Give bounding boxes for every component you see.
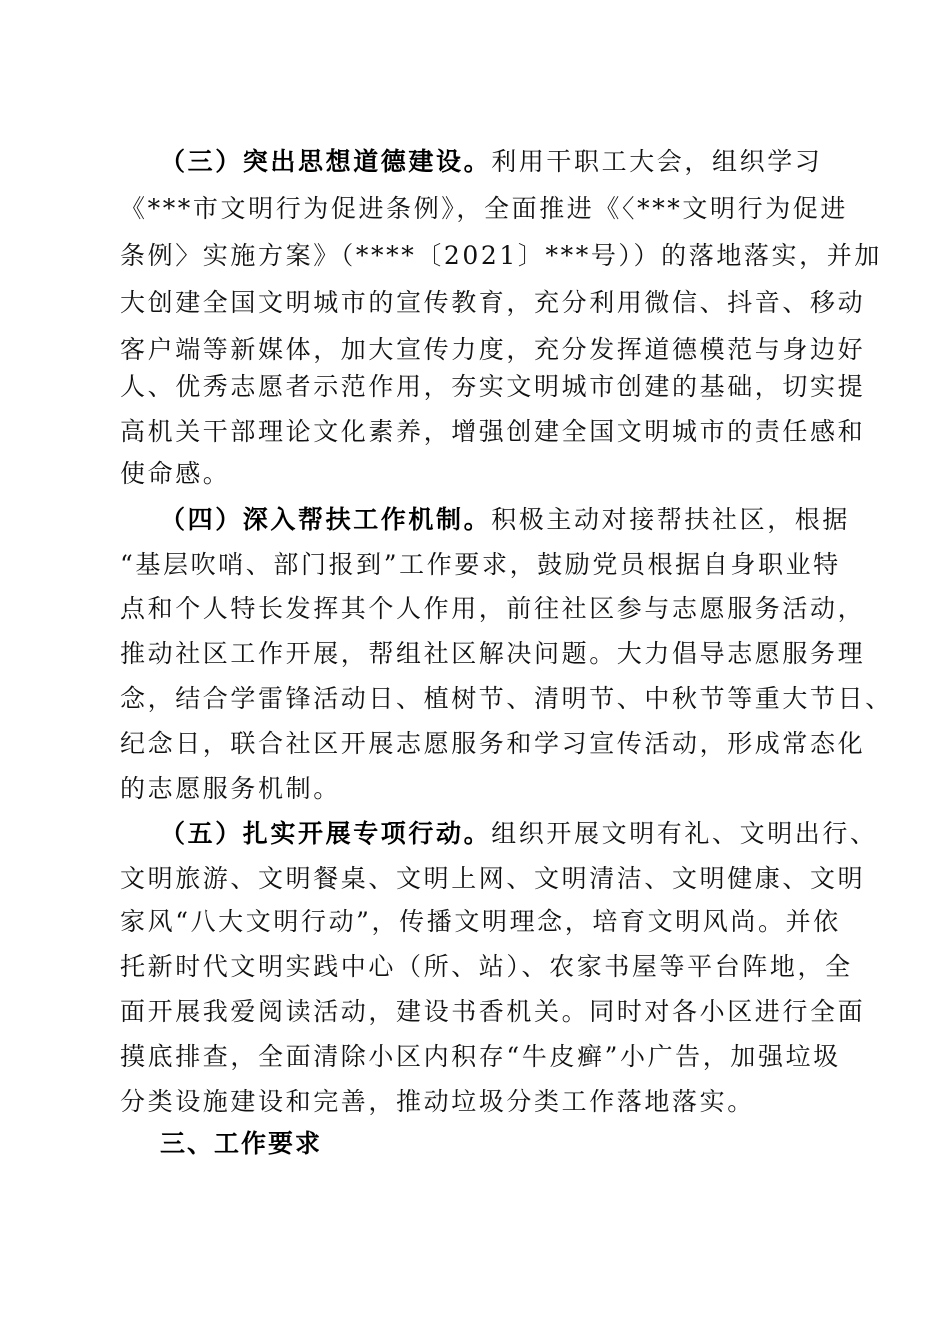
section-5-line-4: 托新时代文明实践中心（所、站）、农家书屋等平台阵地，全	[120, 952, 853, 981]
section-4-line-1-text: 积极主动对接帮扶社区，根据	[491, 505, 851, 534]
section-3-line-7: 高机关干部理论文化素养，增强创建全国文明城市的责任感和	[120, 417, 866, 446]
section-3-line-1-text: 利用干职工大会，组织学习	[491, 147, 823, 176]
section-5-line-2: 文明旅游、文明餐桌、文明上网、文明清洁、文明健康、文明	[120, 864, 866, 893]
section-4-line-7: 的志愿服务机制。	[120, 774, 341, 803]
section-4-line-1	[160, 504, 850, 536]
section-5-lead: （五）扎实开展专项行动。	[160, 819, 492, 848]
section-3-line-6: 人、优秀志愿者示范作用，夯实文明城市创建的基础，切实提	[120, 372, 866, 401]
section-4-line-2: “基层吹哨、部门报到”工作要求，鼓励党员根据自身职业特	[120, 550, 841, 579]
section-4-line-5: 念，结合学雷锋活动日、植树节、清明节、中秋节等重大节日、	[120, 684, 893, 713]
section-4-line-3: 点和个人特长发挥其个人作用，前往社区参与志愿服务活动，	[120, 594, 866, 623]
section-3-line-4: 大创建全国文明城市的宣传教育，充分利用微信、抖音、移动	[120, 288, 866, 317]
heading-work-requirements: 三、工作要求	[160, 1129, 323, 1158]
section-3-lead: （三）突出思想道德建设。	[160, 147, 492, 176]
section-3-line-5: 客户端等新媒体，加大宣传力度，充分发挥道德模范与身边好	[120, 335, 866, 364]
section-5-line-5: 面开展我爱阅读活动，建设书香机关。同时对各小区进行全面	[120, 997, 866, 1026]
section-4-line-4: 推动社区工作开展，帮组社区解决问题。大力倡导志愿服务理	[120, 639, 866, 668]
section-5-line-6: 摸底排查，全面清除小区内积存“牛皮癣”小广告，加强垃圾	[120, 1042, 841, 1071]
section-5-line-1	[160, 818, 878, 850]
section-5-line-1-text: 组织开展文明有礼、文明出行、	[491, 819, 878, 848]
section-4-lead: （四）深入帮扶工作机制。	[160, 505, 492, 534]
section-3-line-3: 条例〉实施方案》（****〔2021〕***号））的落地落实，并加	[120, 241, 882, 270]
section-5-line-7: 分类设施建设和完善，推动垃圾分类工作落地落实。	[120, 1087, 755, 1116]
section-3-line-8: 使命感。	[120, 459, 231, 488]
section-3-line-2: 《***市文明行为促进条例》，全面推进《〈***文明行为促进	[120, 194, 849, 223]
section-4-line-6: 纪念日，联合社区开展志愿服务和学习宣传活动，形成常态化	[120, 729, 866, 758]
section-3-line-1	[160, 146, 822, 178]
section-5-line-3: 家风“八大文明行动”，传播文明理念，培育文明风尚。并依	[120, 907, 841, 936]
